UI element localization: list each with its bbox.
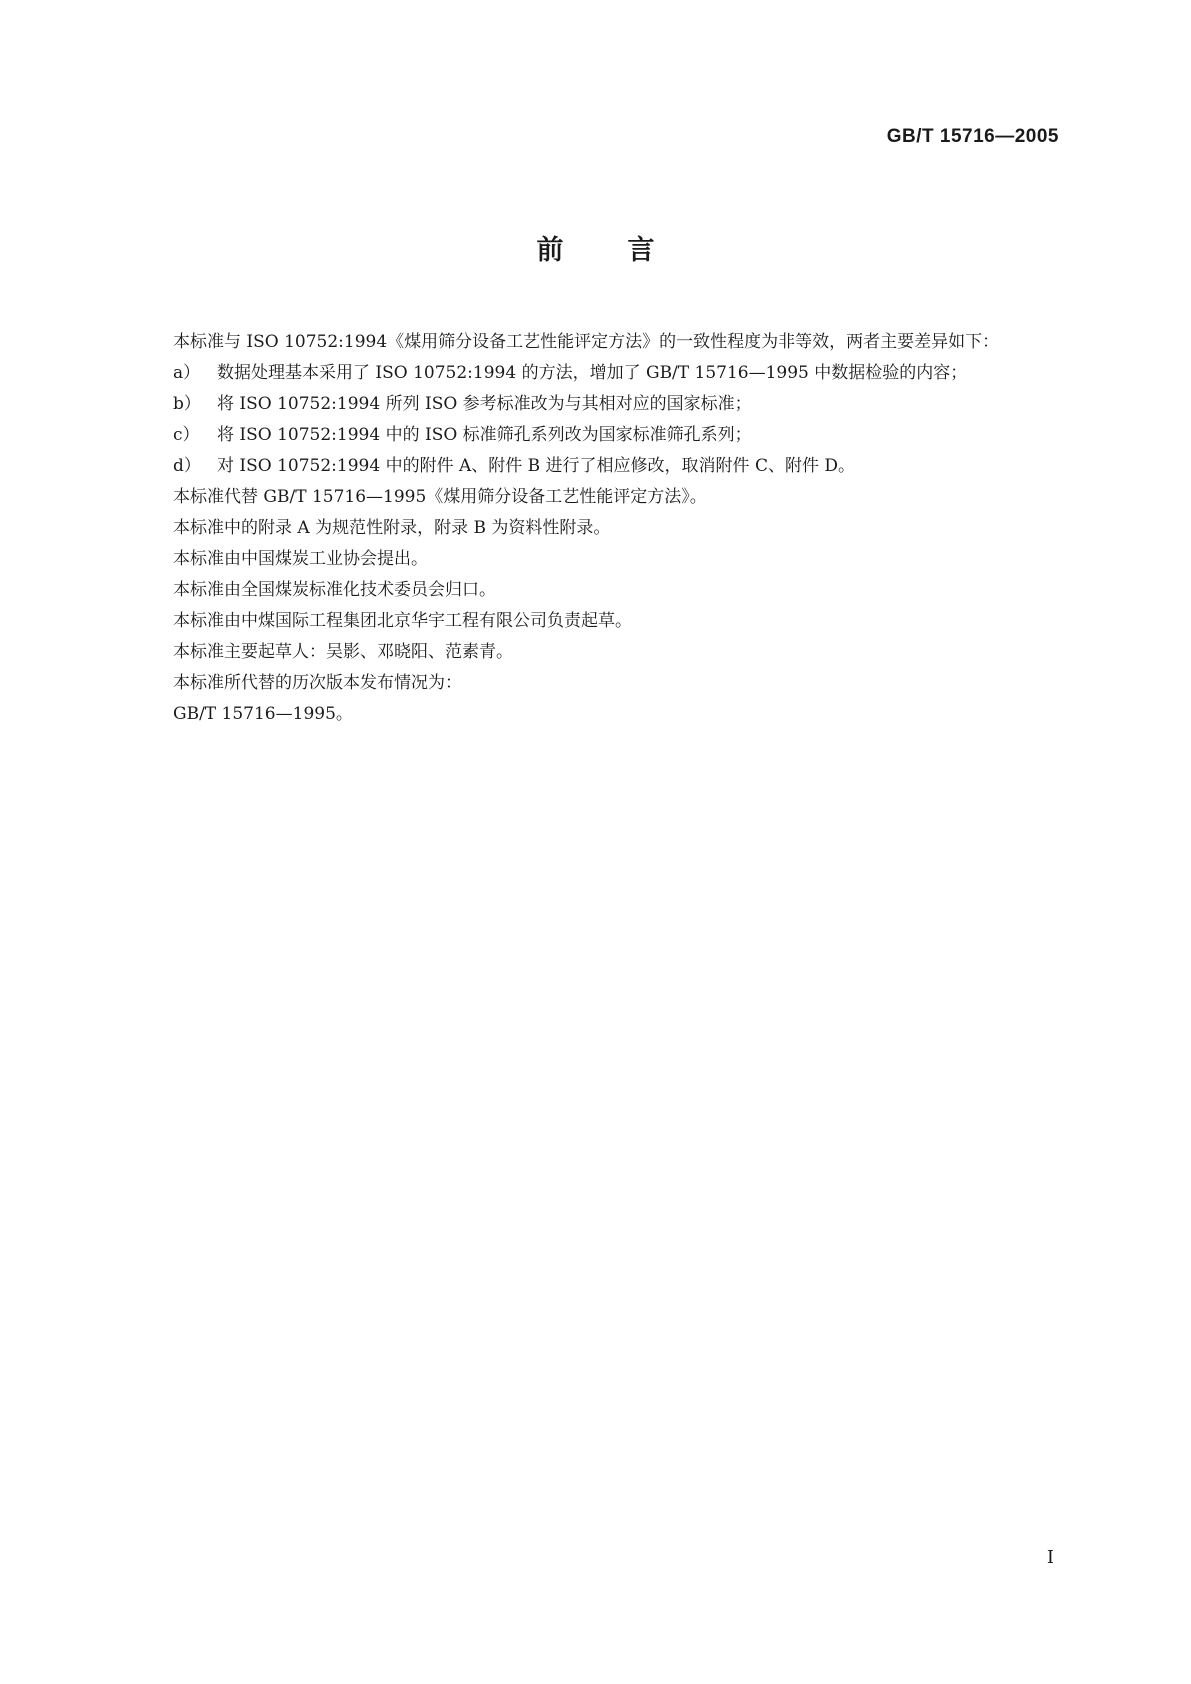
- drafters-paragraph: 本标准主要起草人：吴影、邓晓阳、范素青。: [173, 642, 513, 662]
- foreword-body: [133, 327, 1058, 730]
- annex-paragraph: 本标准中的附录 A 为规范性附录，附录 B 为资料性附录。: [173, 518, 611, 538]
- history-heading-paragraph: 本标准所代替的历次版本发布情况为：: [173, 673, 462, 693]
- proposer-paragraph: 本标准由中国煤炭工业协会提出。: [173, 549, 428, 569]
- intro-paragraph: 本标准与 ISO 10752:1994《煤用筛分设备工艺性能评定方法》的一致性程度为非等效，两者主要差异如下：: [173, 332, 1000, 352]
- difference-item-d: [133, 451, 1058, 482]
- page-number: I: [1046, 1547, 1054, 1568]
- item-text: 数据处理基本采用了 ISO 10752:1994 的方法，增加了 GB/T 15716—1995 中数据检验的内容；: [217, 363, 968, 383]
- committee-paragraph: 本标准由全国煤炭标准化技术委员会归口。: [173, 580, 496, 600]
- history-version-paragraph: GB/T 15716—1995。: [173, 704, 353, 724]
- item-label: c）: [173, 425, 200, 445]
- difference-item-a: [133, 358, 1058, 389]
- page-title: 前言: [536, 235, 719, 266]
- item-label: b）: [173, 394, 201, 414]
- standard-number: GB/T 15716—2005: [886, 126, 1059, 147]
- drafting-org-paragraph: 本标准由中煤国际工程集团北京华宇工程有限公司负责起草。: [173, 611, 632, 631]
- item-text: 对 ISO 10752:1994 中的附件 A、附件 B 进行了相应修改，取消附件 C、附件 D。: [217, 456, 856, 476]
- difference-item-b: [133, 389, 1058, 420]
- difference-item-c: [133, 420, 1058, 451]
- item-text: 将 ISO 10752:1994 中的 ISO 标准筛孔系列改为国家标准筛孔系列；: [217, 425, 752, 445]
- item-label: d）: [173, 456, 201, 476]
- item-label: a）: [173, 363, 201, 383]
- replacement-paragraph: 本标准代替 GB/T 15716—1995《煤用筛分设备工艺性能评定方法》。: [173, 487, 707, 507]
- item-text: 将 ISO 10752:1994 所列 ISO 参考标准改为与其相对应的国家标准；: [217, 394, 752, 414]
